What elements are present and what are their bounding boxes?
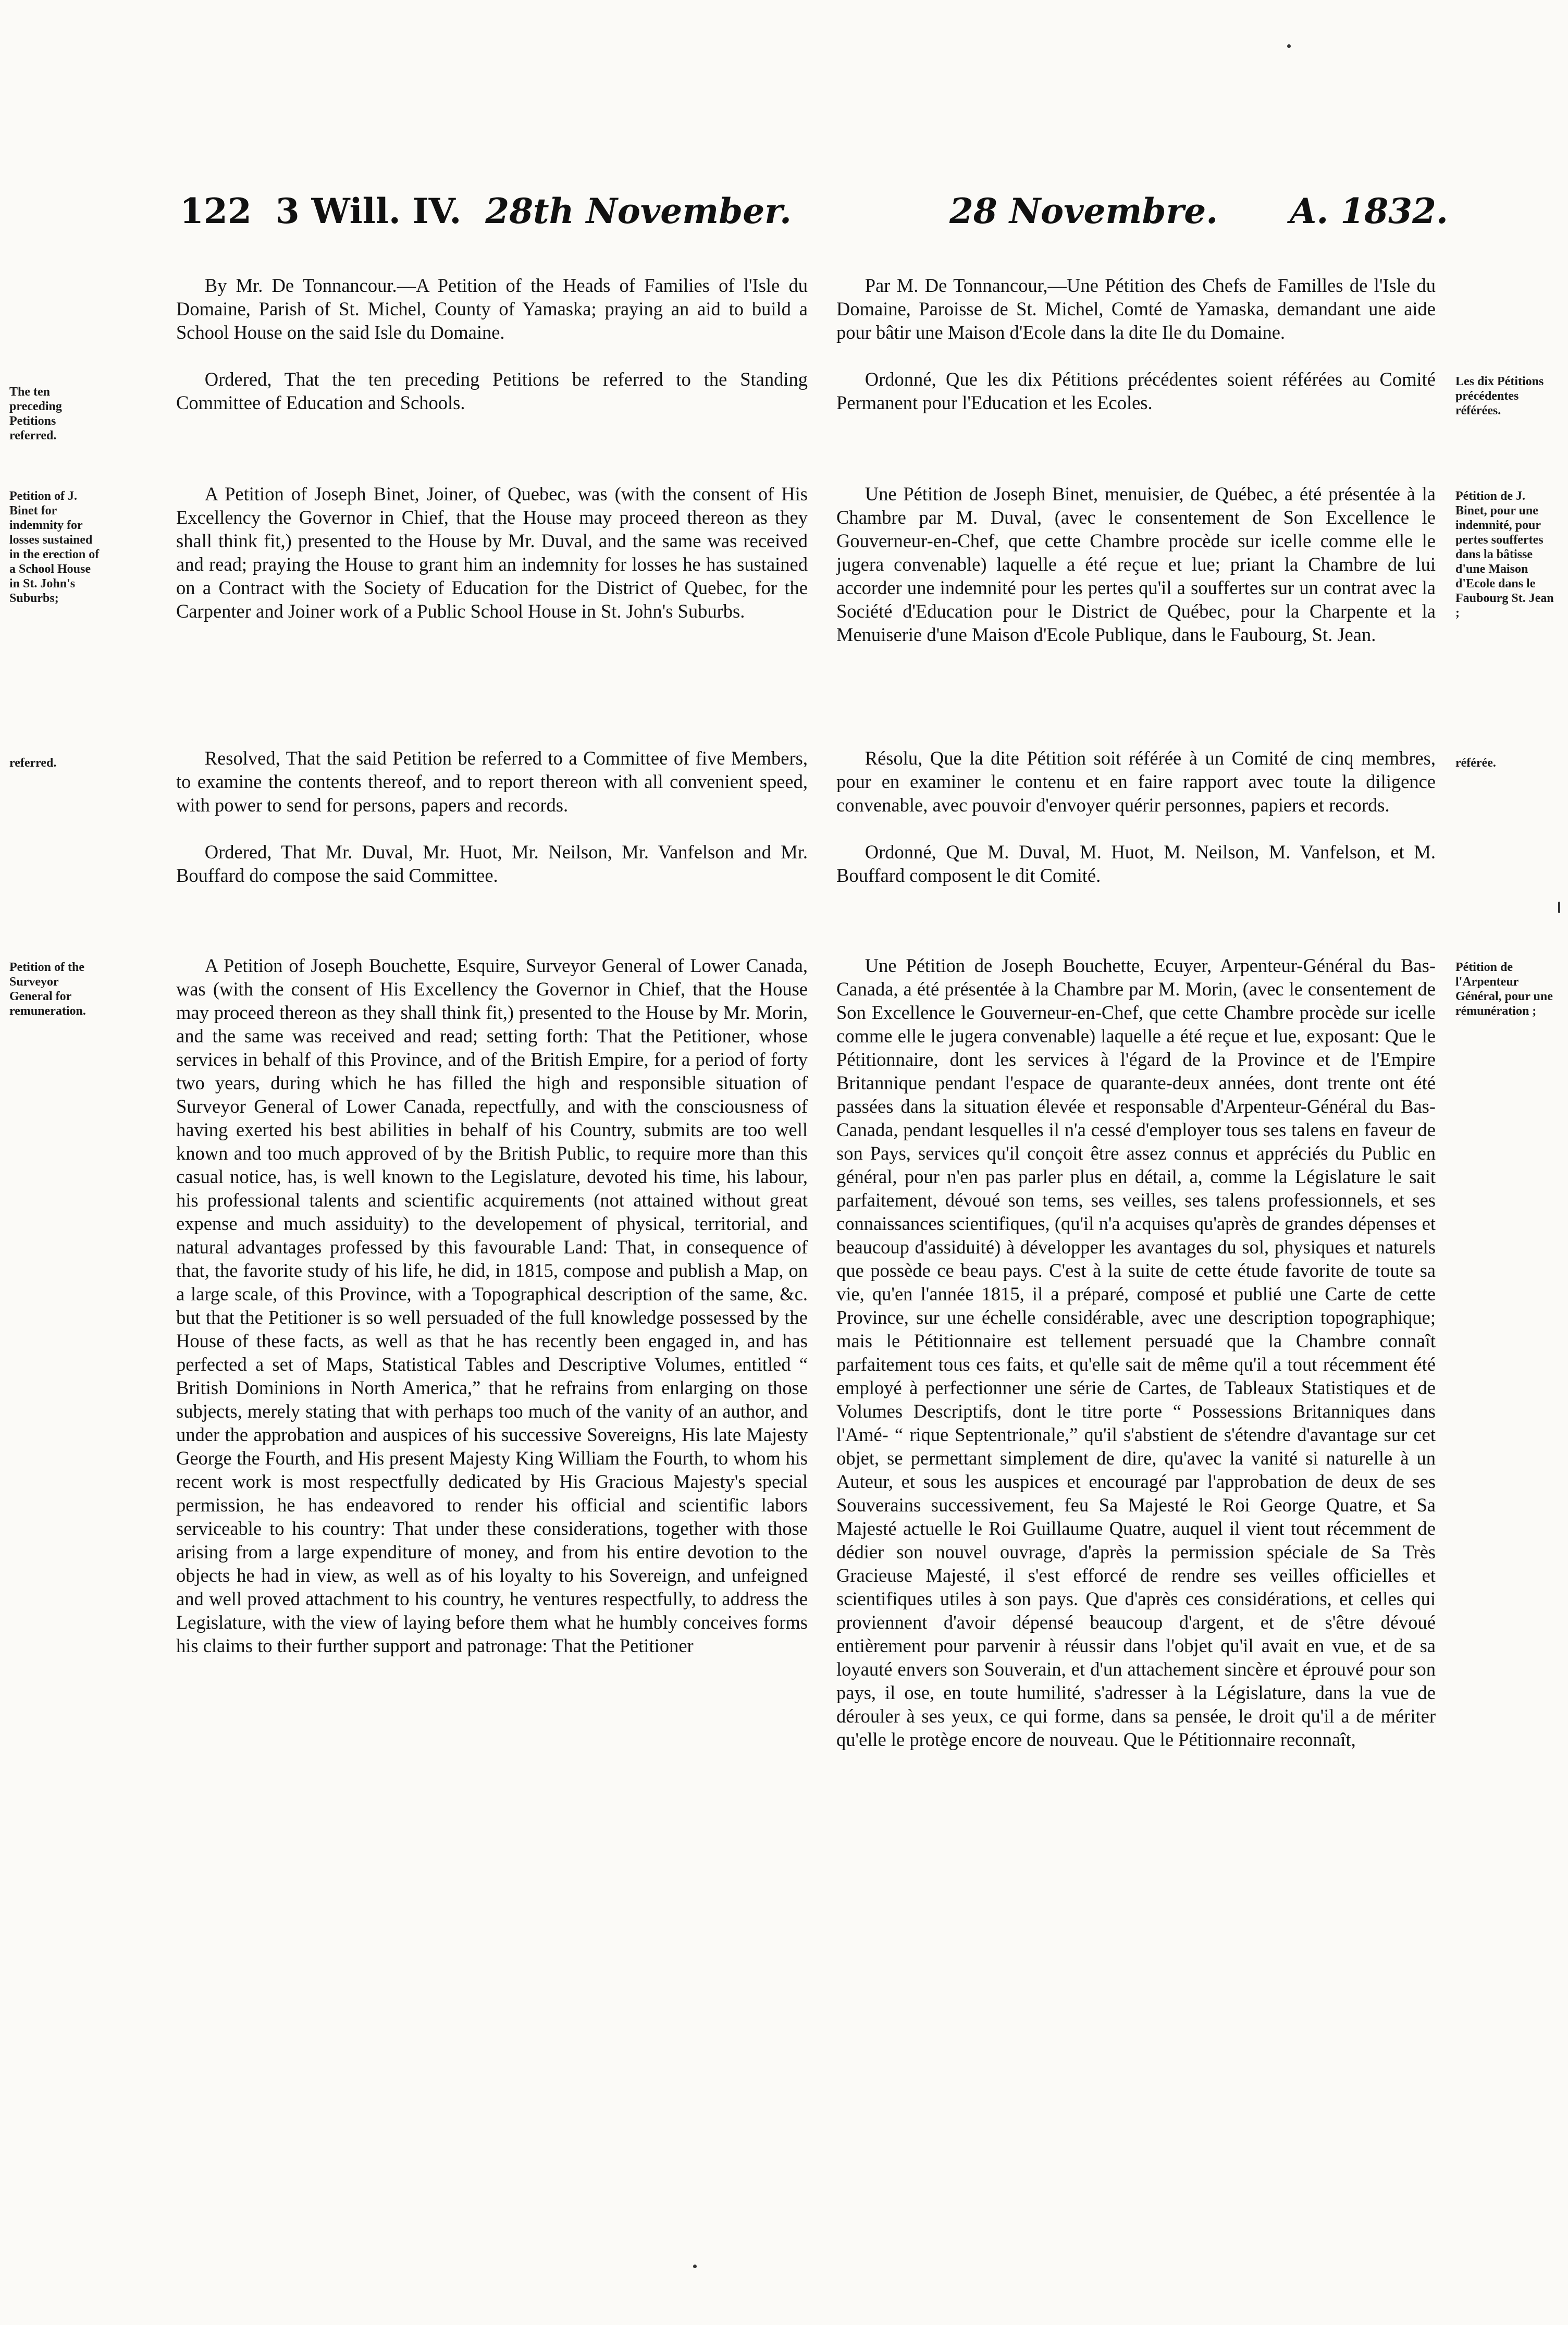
english-paragraph: A Petition of Joseph Bouchette, Esquire, Surveyor General of Lower Canada, was (with the consent of His Excellency the Governor in Chief, that the House may proceed thereon as they shall think fit,) presented to the House by Mr. Morin, and the same was received and read; setting forth: That the Petitioner, whose services in behalf of this Province, and of the British Empire, for a period of forty two years, during which he has filled the high and responsible situation of Surveyor General of Lower Canada, repectfully, and with the consciousness of having exerted his best abilities in behalf of his Country, submits are too well known and too much approved of by the British Public, to require more than this casual notice, has, is well known to the Legislature, devoted his time, his labour, his professional talents and scientific acquirements (not attained without great expense and much assiduity) to the developement of physical, territorial, and natural advantages professed by this favourable Land: That, in consequence of that, the favorite study of his life, he did, in 1815, compose and publish a Map, on a large scale, of this Province, with a Topographical description of the same, &c. but that the Petitioner is so well persuaded of the full knowledge possessed by the House of these facts, as well as that he has recently been engaged in, and has perfected a set of Maps, Statistical Tables and Descriptive Volumes, entitled “ British Dominions in North America,” that he refrains from enlarging on those subjects, merely stating that with perhaps too much of the vanity of an author, and under the approbation and auspices of his successive Sovereigns, His late Majesty George the Fourth, and His present Majesty King William the Fourth, to whom his recent work is most respectfully dedicated by His Gracious Majesty's special permission, he has endeavored to render his official and scientific labors serviceable to his country: That under these considerations, together with those arising from a large expenditure of money, and from his entire devotion to the objects he had in view, as well as of his loyalty to his Sovereign, and unfeigned and well proved attachment to his country, he ventures respectfully, to address the Legislature, with the view of laying before them what he humbly conceives forms his claims to their further support and patronage: That the Petitioner — [176, 955, 808, 1656]
margin-note-right-1: Les dix Pétitions précédentes référées. — [1455, 375, 1544, 417]
french-paragraph: Ordonné, Que M. Duval, M. Huot, M. Neilson, M. Vanfelson, et M. Bouffard composent le dit Comité. — [836, 841, 1436, 886]
english-column — [176, 0, 808, 2325]
french-paragraph: Résolu, Que la dite Pétition soit référée à un Comité de cinq membres, pour en examiner le contenu et en faire rapport avec toute la diligence convenable, avec pouvoir d'envoyer quérir personnes, papiers et records. — [836, 747, 1436, 816]
french-paragraph: Par M. De Tonnancour,—Une Pétition des Chefs de Familles de l'Isle du Domaine, Paroisse de St. Michel, Comté de Yamaska, demandant une aide pour bâtir une Maison d'Ecole dans la dite Ile du Domaine. — [836, 275, 1436, 343]
margin-note-right-3: référée. — [1455, 756, 1496, 770]
scan-speck — [1558, 902, 1560, 913]
english-paragraph: A Petition of Joseph Binet, Joiner, of Quebec, was (with the consent of His Excellency the Governor in Chief, that the House may proceed thereon as they shall think fit,) presented to the House by Mr. Duval, and the same was received and read; praying the House to grant him an indemnity for losses he has sustained on a Contract with the Society of Education for the District of Quebec, for the Carpenter and Joiner work of a Public School House in St. John's Suburbs. — [176, 483, 808, 622]
english-paragraph: Ordered, That Mr. Duval, Mr. Huot, Mr. Neilson, Mr. Vanfelson and Mr. Bouffard do compose the said Committee. — [176, 841, 808, 886]
french-paragraph: Une Pétition de Joseph Binet, menuisier, de Québec, a été présentée à la Chambre par M. Duval, (avec le consentement de Son Excellence le Gouverneur-en-Chef, que cette Chambre procède sur icelle comme elle le jugera convenable) laquelle a été reçue et lue; priant la Chambre de lui accorder une indemnité pour les pertes qu'il a souffertes sur un contrat avec la Société d'Education pour le District de Québec, pour la Charpente et la Menuiserie d'une Maison d'Ecole Publique, dans le Faubourg, St. Jean. — [836, 483, 1436, 645]
page-number: 122 — [180, 191, 252, 231]
margin-note-left-1: The ten preceding Petitions referred. — [9, 385, 62, 442]
margin-note-right-2: Pétition de J. Binet, pour une indemnité, pour pertes souffertes dans la bâtisse d'une Maison d'Ecole dans le Faubourg St. Jean ; — [1455, 489, 1554, 620]
margin-note-right-4: Pétition de l'Arpenteur Général, pour une rémunération ; — [1455, 961, 1553, 1018]
header-date-english: 28th November. — [485, 191, 792, 231]
margin-note-left-2: Petition of J. Binet for indemnity for losses sustained in the erection of a School House in St. John's Suburbs; — [9, 489, 100, 605]
header-year: A. 1832. — [1290, 191, 1448, 231]
header-date-french: 28 Novembre. — [949, 191, 1218, 231]
scan-speck — [693, 2265, 697, 2268]
margin-note-left-4: Petition of the Surveyor General for remuneration. — [9, 961, 86, 1018]
regnal-year: 3 Will. IV. — [275, 191, 462, 231]
french-paragraph: Une Pétition de Joseph Bouchette, Ecuyer, Arpenteur-Général du Bas-Canada, a été présentée à la Chambre par M. Morin, (avec le consentement de Son Excellence le Gouverneur-en-Chef, que cette Chambre procède sur icelle comme elle le jugera convenable) laquelle a été reçue et lue, exposant: Que le Pétitionnaire, dont les services à l'égard de la Province et de l'Empire Britannique pendant l'espace de quarante-deux années, dont trente ont été passées dans la situation élevée et responsable d'Arpenteur-Général du Bas-Canada, pendant lesquelles il n'a cessé d'employer tous ses talens en faveur de son Pays, services qu'il conçoit être assez connus et appréciés du Public en général, pour n'en pas parler plus en détail, a, comme la Législature le sait parfaitement, dévoué son tems, ses veilles, ses talens professionnels, et ses connaissances scientifiques, (qu'il n'a acquises qu'après de grandes dépenses et beaucoup d'assiduité) à développer les avantages du sol, physiques et naturels que possède ce beau pays. C'est à la suite de cette étude favorite de toute sa vie, qu'en l'année 1815, il a préparé, composé et publié une Carte de cette Province, sur une échelle considérable, avec une description topographique; mais le Pétitionnaire est tellement persuadé que la Chambre connaît parfaitement tous ces faits, et qu'elle sait de même qu'il a tout récemment été employé à perfectionner une série de Cartes, de Tableaux Statistiques et de Volumes Descriptifs, dont le titre porte “ Possessions Britanniques dans l'Amé- “ rique Septentrionale,” qu'il s'abstient de s'étendre d'avantage sur cet objet, se permettant simplement de dire, qu'avec la vanité si naturelle à un Auteur, et sous les auspices et encouragé par l'approbation de deux de ses Souverains successivement, feu Sa Majesté le Roi George Quatre, et Sa Majesté actuelle le Roi Guillaume Quatre, auquel il vient tout récemment de dédier son nouvel ouvrage, d'après la permission spéciale de Sa Très Gracieuse Majesté, il s'est efforcé de rendre ses veilles officielles et scientifiques utiles à son pays. Que d'après ces considérations, et celles qui proviennent d'avoir dépensé beaucoup d'argent, et de s'être dévoué entièrement pour parvenir à réussir dans l'objet qu'il avait en vue, et de sa loyauté envers son Souverain, et d'un attachement sincère et éprouvé pour son pays, il ose, en toute humilité, s'adresser à la Législature, dans la vue de dérouler à ses yeux, ce qui forme, dans sa pensée, le droit qu'il a de mériter qu'elle le protège encore de nouveau. Que le Pétitionnaire reconnaît, — [836, 955, 1436, 1750]
english-paragraph: By Mr. De Tonnancour.—A Petition of the Heads of Families of l'Isle du Domaine, Parish of St. Michel, County of Yamaska; praying an aid to build a School House on the said Isle du Domaine. — [176, 275, 808, 343]
scan-speck — [1287, 44, 1291, 48]
margin-note-left-3: referred. — [9, 756, 57, 770]
french-column — [836, 0, 1436, 2325]
english-paragraph: Ordered, That the ten preceding Petitions be referred to the Standing Committee of Education and Schools. — [176, 368, 808, 413]
english-paragraph: Resolved, That the said Petition be referred to a Committee of five Members, to examine the contents thereof, and to report thereon with all convenient speed, with power to send for persons, papers and records. — [176, 747, 808, 816]
french-paragraph: Ordonné, Que les dix Pétitions précédentes soient référées au Comité Permanent pour l'Education et les Ecoles. — [836, 368, 1436, 413]
